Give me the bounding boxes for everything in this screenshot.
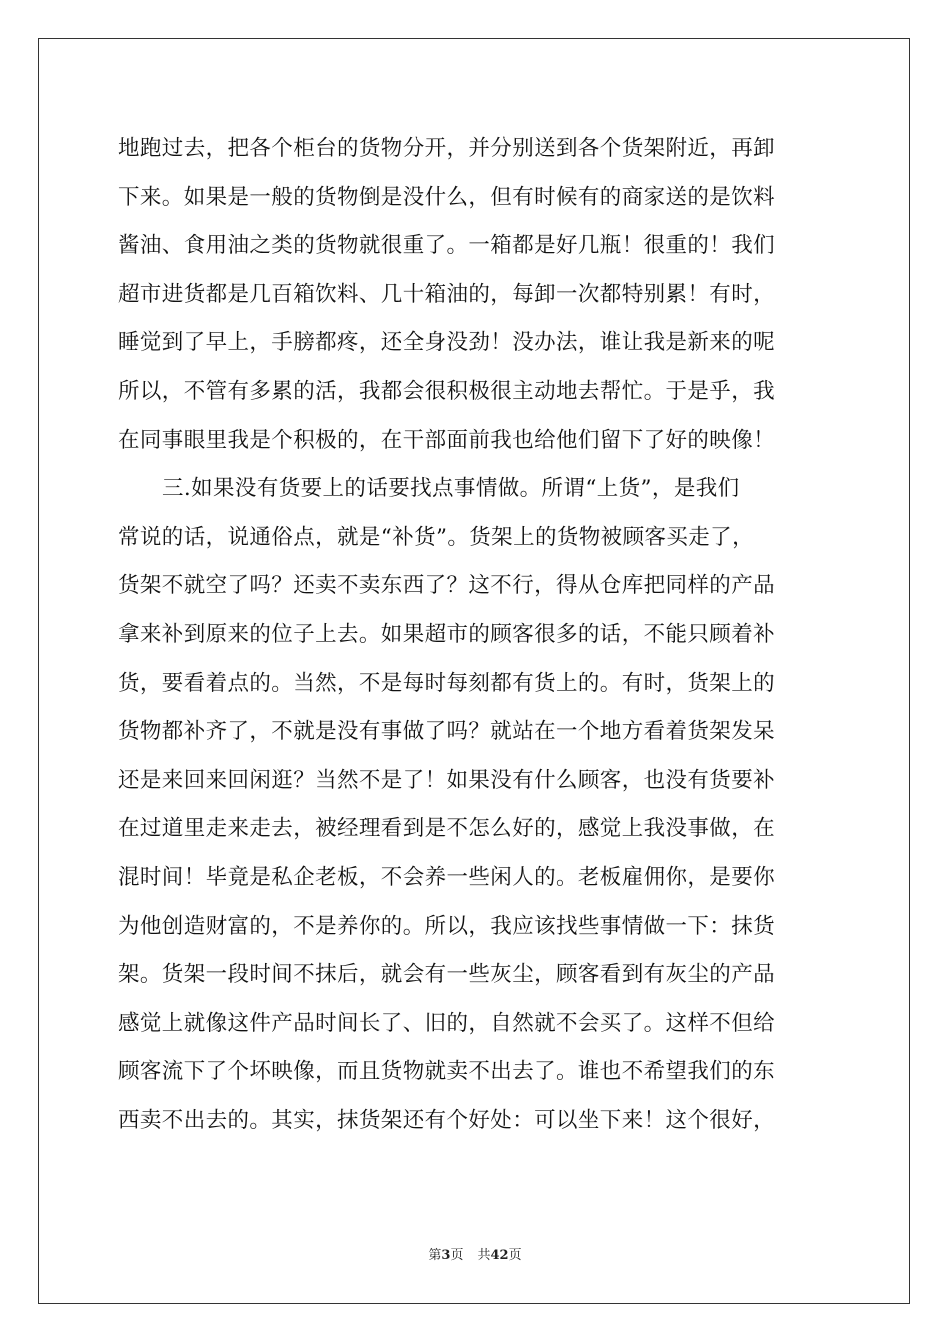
total-prefix: 共	[477, 1248, 491, 1263]
text-line: 所以，不管有多累的活，我都会很积极很主动地去帮忙。于是乎，我	[118, 378, 776, 404]
text-line: 为他创造财富的，不是养你的。所以，我应该找些事情做一下：抹货	[118, 913, 776, 939]
text-line: 货物都补齐了，不就是没有事做了吗？就站在一个地方看着货架发呆	[118, 719, 776, 745]
text-line: 感觉上就像这件产品时间长了、旧的，自然就不会买了。这样不但给	[118, 1010, 776, 1036]
total-suffix: 页	[508, 1248, 522, 1263]
text-line: 超市进货都是几百箱饮料、几十箱油的，每卸一次都特别累！有时，	[118, 281, 776, 307]
text-line: 地跑过去，把各个柜台的货物分开，并分别送到各个货架附近，再卸	[118, 136, 776, 161]
text-line: 架。货架一段时间不抹后，就会有一些灰尘，顾客看到有灰尘的产品	[118, 962, 776, 988]
page-number: 3	[441, 1248, 451, 1263]
text-line: 在过道里走来走去，被经理看到是不怎么好的，感觉上我没事做，在	[118, 816, 776, 842]
text-line: 西卖不出去的。其实，抹货架还有个好处：可以坐下来！这个很好，	[118, 1107, 776, 1133]
text-line: 拿来补到原来的位子上去。如果超市的顾客很多的话，不能只顾着补	[118, 621, 776, 647]
text-line: 常说的话，说通俗点，就是“补货”。货架上的货物被顾客买走了，	[118, 524, 754, 550]
text-line: 货架不就空了吗？还卖不卖东西了？这不行，得从仓库把同样的产品	[118, 573, 776, 599]
page-footer	[0, 1247, 950, 1265]
text-line: 下来。如果是一般的货物倒是没什么，但有时候有的商家送的是饮料	[118, 184, 776, 210]
text-line: 还是来回来回闲逛？当然不是了！如果没有什么顾客，也没有货要补	[118, 767, 776, 793]
document-body	[118, 125, 834, 1145]
text-line: 顾客流下了个坏映像，而且货物就卖不出去了。谁也不希望我们的东	[118, 1059, 776, 1085]
text-line: 货，要看着点的。当然，不是每时每刻都有货上的。有时，货架上的	[118, 670, 776, 696]
total-pages: 42	[490, 1248, 509, 1263]
page-prefix: 第	[428, 1248, 442, 1263]
text-line: 睡觉到了早上，手膀都疼，还全身没劲！没办法，谁让我是新来的呢	[118, 330, 776, 356]
text-line: 在同事眼里我是个积极的，在干部面前我也给他们留下了好的映像！	[118, 427, 776, 453]
text-line: 混时间！毕竟是私企老板，不会养一些闲人的。老板雇佣你，是要你	[118, 864, 776, 890]
page-suffix: 页	[450, 1248, 464, 1263]
paragraph-start-line: 三.如果没有货要上的话要找点事情做。所谓“上货”，是我们	[162, 476, 740, 502]
text-line: 酱油、食用油之类的货物就很重了。一箱都是好几瓶！很重的！我们	[118, 233, 776, 259]
